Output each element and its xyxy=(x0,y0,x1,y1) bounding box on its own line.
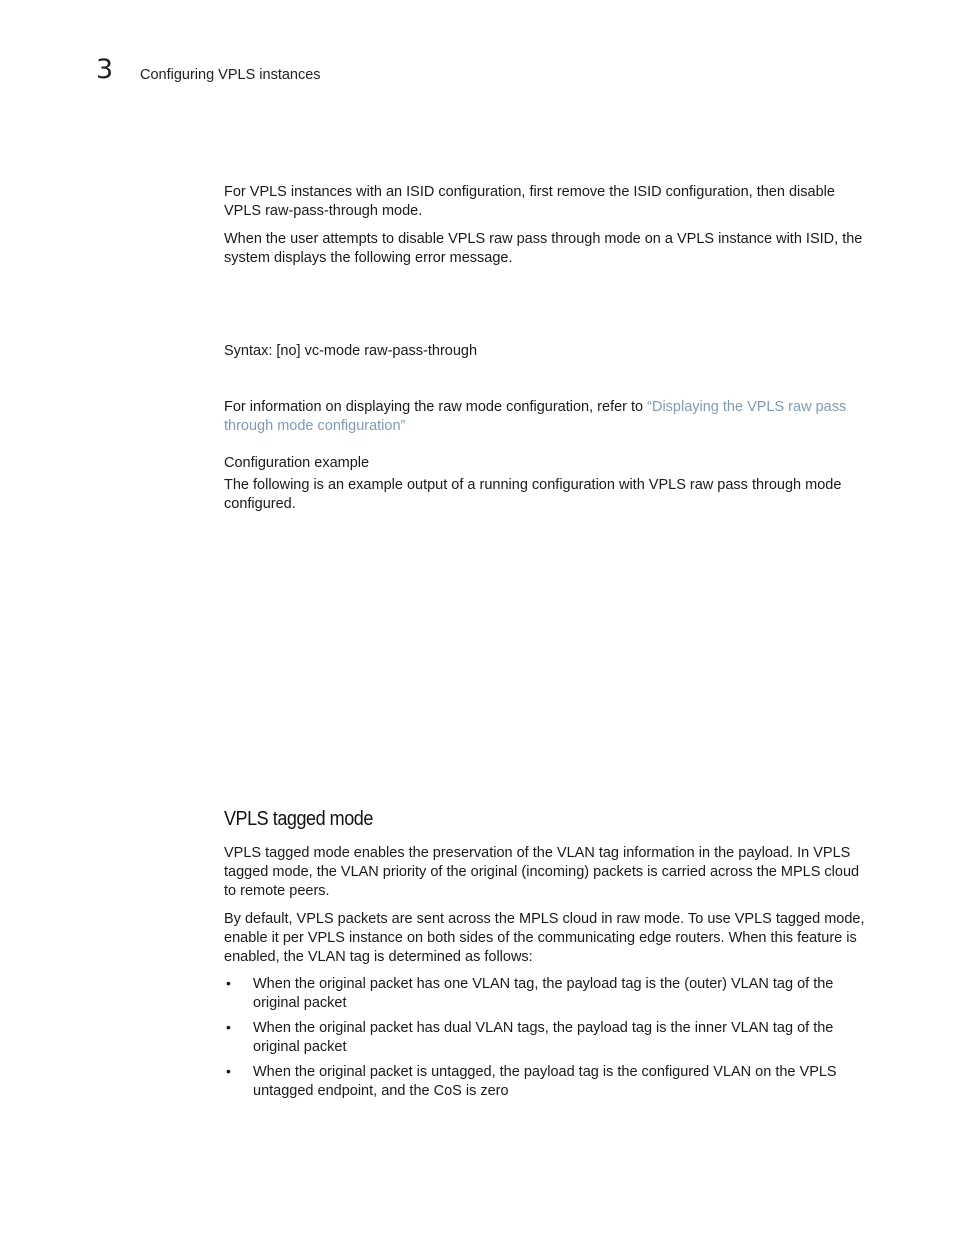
displaying-raw-mode-link[interactable]: “Displaying the VPLS raw pass through mode configuration” xyxy=(224,399,847,434)
list-item-text: When the original packet has one VLAN tag, the payload tag is the (outer) VLAN tag of the original packet xyxy=(253,976,834,1011)
list-item xyxy=(224,975,872,1013)
vlan-tag-rules-list xyxy=(224,975,872,1101)
configuration-example-description: The following is an example output of a running configuration with VPLS raw pass through mode configured. xyxy=(224,477,842,512)
running-header-title: Configuring VPLS instances xyxy=(140,67,321,83)
configuration-example-heading: Configuration example xyxy=(224,455,370,471)
list-item-text: When the original packet is untagged, the payload tag is the configured VLAN on the VPLS untagged endpoint, and the CoS is zero xyxy=(253,1064,837,1099)
error-message-paragraph: When the user attempts to disable VPLS raw pass through mode on a VPLS instance with ISID, the system displays the following error message. xyxy=(224,231,863,266)
bullet-icon: • xyxy=(226,975,231,991)
isid-removal-paragraph: For VPLS instances with an ISID configuration, first remove the ISID configuration, then disable VPLS raw-pass-through mode. xyxy=(224,184,835,219)
info-paragraph xyxy=(224,398,872,436)
chapter-number: 3 xyxy=(96,54,114,85)
tagged-mode-paragraph-2: By default, VPLS packets are sent across the MPLS cloud in raw mode. To use VPLS tagged mode, enable it per VPLS instance on both sides of the communicating edge routers. When this feature is enabled, the VLAN tag is determined as follows: xyxy=(224,911,865,965)
vpls-tagged-mode-heading: VPLS tagged mode xyxy=(224,808,373,830)
list-item-text: When the original packet has dual VLAN tags, the payload tag is the inner VLAN tag of the original packet xyxy=(253,1020,834,1055)
info-prefix: For information on displaying the raw mode configuration, refer to xyxy=(224,399,648,415)
list-item xyxy=(224,1063,872,1101)
tagged-mode-paragraph-1: VPLS tagged mode enables the preservation of the VLAN tag information in the payload. In VPLS tagged mode, the VLAN priority of the original (incoming) packets is carried across the MPLS cloud to remote peers. xyxy=(224,845,860,899)
bullet-icon: • xyxy=(226,1019,231,1035)
list-item xyxy=(224,1019,872,1057)
bullet-icon: • xyxy=(226,1063,231,1079)
syntax-line: Syntax: [no] vc-mode raw-pass-through xyxy=(224,343,478,359)
